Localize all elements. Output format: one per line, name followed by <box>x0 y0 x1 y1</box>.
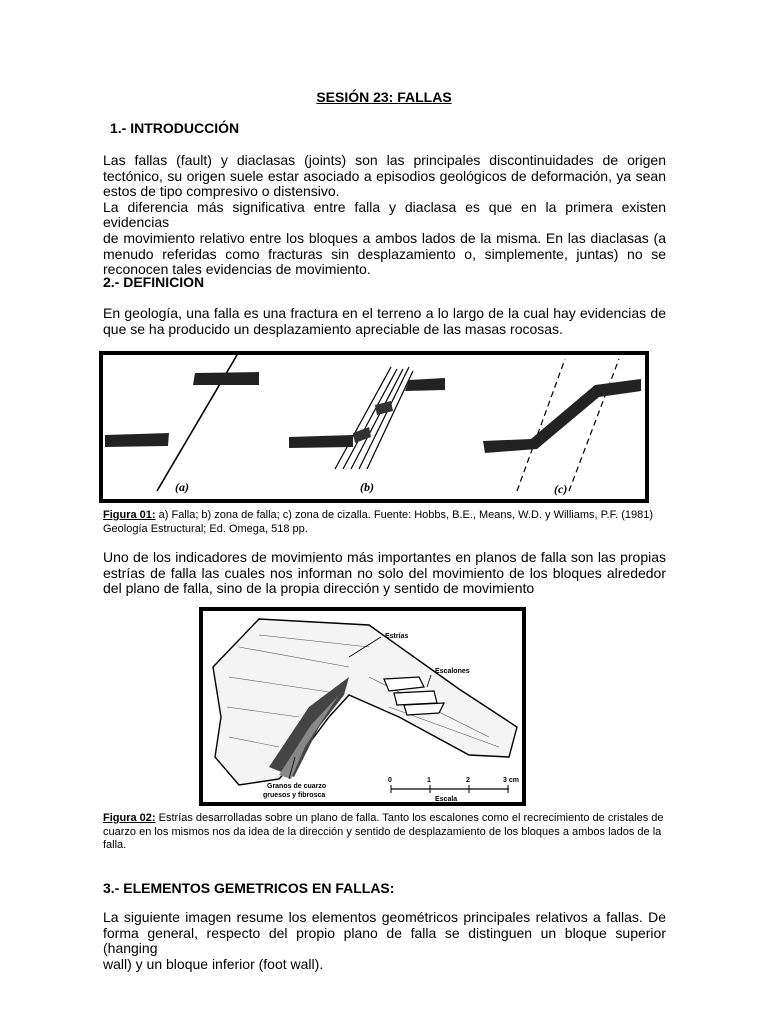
text-line: Las fallas (fault) y diaclasas (joints) son las principales discontinuidades de origen <box>103 152 666 168</box>
figure-2-caption-label: Figura 02: <box>103 812 156 824</box>
text-line: estos de tipo compresivo o distensivo. <box>103 183 340 200</box>
scale-tick: 1 <box>427 777 431 784</box>
figure-label: (a) <box>175 480 189 494</box>
figure-2-caption <box>103 812 666 853</box>
scale-label: Escala <box>435 796 458 803</box>
section-3-heading: 3.- ELEMENTOS GEMETRICOS EN FALLAS: <box>103 880 395 896</box>
text-line: La siguiente imagen resume los elementos geométricos principales relativos a fallas. De <box>103 909 666 925</box>
figure-1-caption-label: Figura 01: <box>103 509 156 521</box>
definition-paragraph <box>103 306 666 337</box>
text-line: menudo referidas como fracturas sin desplazamiento o, simplemente, juntas) no se <box>103 245 666 262</box>
text-line: En geología, una falla es una fractura en el terreno a lo largo de la cual hay evidencias de <box>103 305 666 321</box>
label-escalones: Escalones <box>435 668 470 675</box>
figure-1-caption-text: a) Falla; b) zona de falla; c) zona de cizalla. Fuente: Hobbs, B.E., Means, W.D. y Williams, P.F. (1981) Geología Estructural; Ed. Omega, 518 pp. <box>103 509 654 535</box>
section-2-heading: 2.- DEFINICION <box>103 274 205 290</box>
figure-2-fault-striae <box>199 607 526 806</box>
label-granos-line1: Granos de cuarzo <box>267 783 327 790</box>
text-line: forma general, respecto del propio plano de falla se distinguen un bloque superior (hanging <box>103 924 666 957</box>
text-line: tectónico, su origen suele estar asociado a episodios geológicos de deformación, ya sean <box>103 167 666 184</box>
label-granos-line2: gruesos y fibrosca <box>263 792 326 799</box>
figure-1-fault-types <box>99 351 649 503</box>
figure-label: (c) <box>554 482 568 496</box>
text-line: La diferencia más significativa entre falla y diaclasa es que en la primera existen evidencias <box>103 198 666 231</box>
figure-1-caption <box>103 509 666 536</box>
scale-tick: 0 <box>388 777 392 784</box>
page-title: SESIÓN 23: FALLAS <box>316 89 452 105</box>
text-line: Uno de los indicadores de movimiento más importantes en planos de falla son las propias <box>103 549 666 565</box>
figure-label: (b) <box>360 480 374 494</box>
text-line: wall) y un bloque inferior (foot wall). <box>103 955 324 972</box>
text-line: reconocen tales evidencias de movimiento. <box>103 261 371 278</box>
label-estrias: Estrías <box>385 633 409 640</box>
scale-tick: 3 cm <box>503 777 519 784</box>
text-line: de movimiento relativo entre los bloques a ambos lados de la misma. En las diaclasas (a <box>103 229 666 246</box>
geometric-elements-paragraph <box>103 910 666 972</box>
striae-paragraph <box>103 550 666 597</box>
text-line: que se ha producido un desplazamiento apreciable de las masas rocosas. <box>103 320 563 337</box>
scale-tick: 2 <box>466 777 470 784</box>
intro-paragraph <box>103 153 666 278</box>
text-line: del plano de falla, sino de la propia dirección y sentido de movimiento <box>103 580 535 597</box>
text-line: estrías de falla las cuales nos informan no solo del movimiento de los bloques alrededor <box>103 564 666 581</box>
section-1-heading: 1.- INTRODUCCIÓN <box>110 120 240 136</box>
figure-2-caption-text: Estrías desarrolladas sobre un plano de falla. Tanto los escalones como el recrecimiento de cristales de cuarzo en los mismos nos da idea de la dirección y sentido de desplazamiento de los bloques a ambos lados de la falla. <box>103 812 664 851</box>
